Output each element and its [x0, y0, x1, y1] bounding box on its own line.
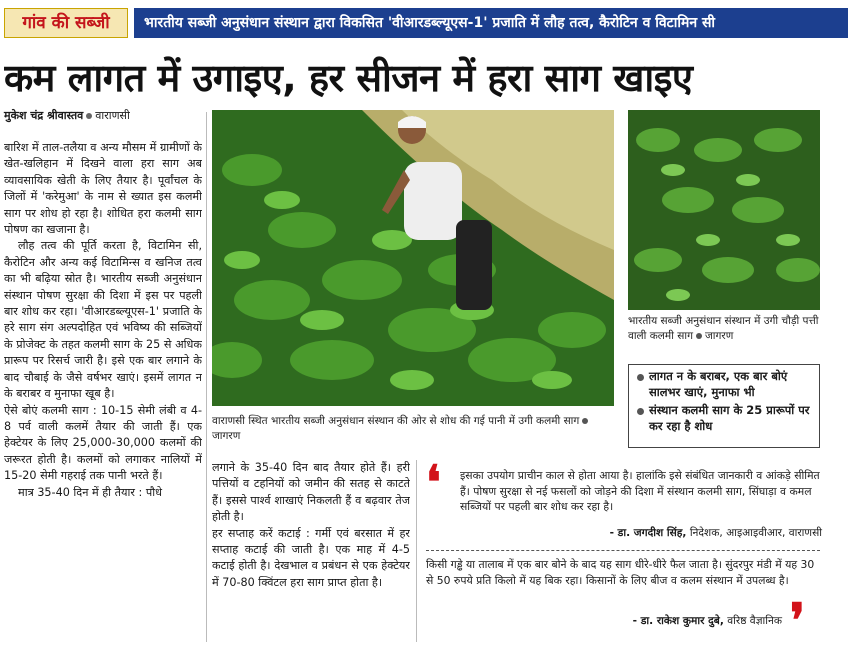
quote-2-designation: वरिष्ठ वैज्ञानिक	[727, 615, 782, 627]
quote-2-signature	[430, 614, 782, 628]
quote-divider	[426, 550, 820, 551]
paragraph: हर सप्ताह करें कटाई : गर्मी एवं बरसात में हर सप्ताह कटाई की जाती है। एक माह में 4-5 कटाई होती है। देखभाल व प्रबंधन से एक हेक्टेयर में 70-80 क्विंटल हरा साग प्राप्त होता है।	[212, 526, 410, 589]
main-photo-caption	[212, 414, 612, 446]
article-column-1	[4, 140, 202, 640]
quote-open-icon: ❛	[426, 455, 441, 509]
highlight-item: संस्थान कलमी साग के 25 प्रारूपों पर कर रहा है शोध	[635, 403, 813, 434]
side-photo	[628, 110, 820, 310]
quote-2-text: किसी गड्ढे या तालाब में एक बार बोने के बाद यह साग धीरे-धीरे फैल जाता है। सुंदरपुर मंडी में यह 30 से 50 रुपये प्रति किलो में यह बिक रहा। किसानों के लिए बीज व कलम संस्थान में उपलब्ध है।	[426, 558, 815, 587]
side-photo-caption	[628, 314, 824, 360]
byline-place: वाराणसी	[95, 109, 130, 122]
caption-source: जागरण	[212, 430, 241, 442]
section-tag: गांव की सब्जी	[4, 8, 128, 38]
quote-close-icon: ❜	[790, 593, 805, 647]
byline	[4, 106, 204, 126]
bullet-icon	[582, 418, 588, 424]
headline: कम लागत में उगाइए, हर सीजन में हरा साग खाइए	[4, 56, 693, 100]
paragraph: मात्र 35-40 दिन में ही तैयार : पौधे	[18, 485, 162, 499]
bullet-icon	[696, 333, 702, 339]
column-divider	[206, 112, 207, 642]
paragraph: लगाने के 35-40 दिन बाद तैयार होते हैं। हरी पत्तियों व टहनियों को जमीन की सतह से काटते हैं। इससे पार्श्व शाखाएं निकलती हैं व बढ़वार तेज होती है।	[212, 461, 410, 524]
caption-source: जागरण	[704, 330, 734, 342]
byline-author: मुकेश चंद्र श्रीवास्तव	[4, 109, 84, 122]
caption-text: वाराणसी स्थित भारतीय सब्जी अनुसंधान संस्थान की ओर से शोध की गई पानी में उगी कलमी साग	[212, 415, 580, 427]
quote-1-designation: निदेशक, आइआइवीआर, वाराणसी	[689, 527, 822, 539]
caption-text: भारतीय सब्जी अनुसंधान संस्थान में उगी चौड़ी पत्ती वाली कलमी साग	[628, 315, 819, 342]
highlight-item: लागत न के बराबर, एक बार बोएं सालभर खाएं, मुनाफा भी	[635, 369, 813, 400]
quote-1-name: - डा. जगदीश सिंह,	[609, 527, 687, 539]
paragraph: ऐसे बोएं कलमी साग : 10-15 सेमी लंबी व 4-8 पर्व वाली कलमें तैयार की जाती हैं। एक हेक्टेयर के लिए 25,000-30,000 कलमों की जरूरत होती है। कलमों को लगाकर नालियों में 15-20 सेमी गहराई तक पानी भरते हैं।	[4, 403, 202, 483]
paragraph: बारिश में ताल-तलैया व अन्य मौसम में ग्रामीणों के खेत-खलिहान में दिखने वाला हरा साग अब व्यावसायिक खेती के लिए तैयार है। पूर्वांचल के जिलों में 'करेमुआ' के नाम से ख्यात इस कलमी साग पर शोध हो रहा है। शोधित हरा कलमी साग पोषण का खजाना है।	[4, 141, 202, 237]
bullet-icon	[86, 113, 92, 119]
column-divider	[416, 460, 417, 642]
header-strip: भारतीय सब्जी अनुसंधान संस्थान द्वारा विकसित 'वीआरडब्ल्यूएस-1' प्रजाति में लौह तत्व, कैरोटिन व विटामिन सी	[134, 8, 848, 38]
paragraph: लौह तत्व की पूर्ति करता है, विटामिन सी, कैरोटिन और अन्य कई विटामिन्स व खनिज तत्व का भी बढ़िया स्रोत है। भारतीय सब्जी अनुसंधान संस्थान पोषण सुरक्षा की दिशा में इस पर पहली बार शोध कर रहा। 'वीआरडब्ल्यूएस-1' प्रजाति के हरे साग संग अल्पदोहित एवं भविष्य की सब्जियों के प्रोजेक्ट के तहत कलमी साग के 25 से अधिक प्रारूप पर रिसर्च जारी है। इसे एक बार लगाने के बाद चौबाई के जैसे वर्षभर खाएं। इसमें लागत न के बराबर व मुनाफा खूब है।	[4, 239, 202, 401]
highlights-box	[628, 364, 820, 448]
quote-1-signature	[430, 526, 822, 540]
article-column-2	[212, 460, 410, 640]
quote-2-name: - डा. राकेश कुमार दुबे,	[632, 615, 724, 627]
main-photo	[212, 110, 614, 406]
quote-1-text: इसका उपयोग प्राचीन काल से होता आया है। हालांकि इसे संबंधित जानकारी व आंकड़े सीमित हैं। पोषण सुरक्षा से नई फसलों को जोड़ने की दिशा में संस्थान कलमी साग, सिंघाड़ा व कमल सब्जियों पर पहली बार शोध कर रहा है।	[460, 469, 820, 513]
